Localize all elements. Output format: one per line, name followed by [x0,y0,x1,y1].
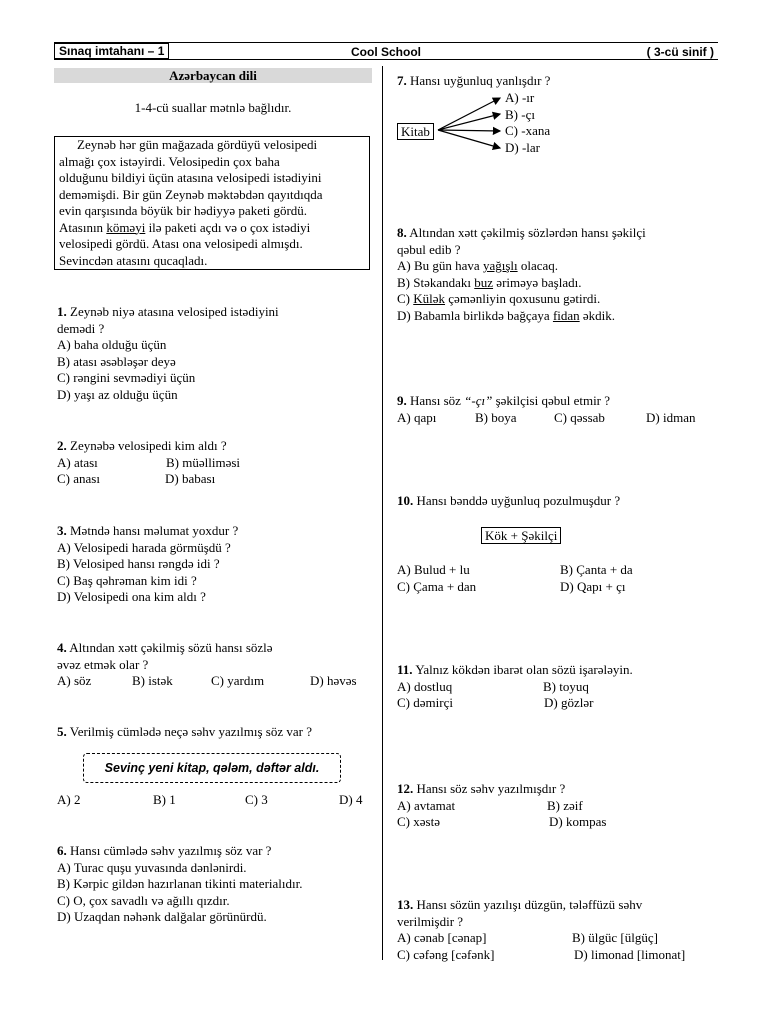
pattern-box: Kök + Şəkilçi [481,527,561,545]
subject-title: Azərbaycan dili [54,68,372,83]
sample-sentence: Sevinç yeni kitap, qələm, dəftər aldı. [83,753,341,783]
answer-option[interactable]: C) xəstə [397,814,440,829]
answer-option[interactable]: D) Babamla birlikdə bağçaya fidan əkdik. [397,307,616,323]
question-10: 10. Hansı bənddə uyğunluq pozulmuşdur ? [397,493,621,508]
question-7-options [505,90,550,156]
answer-option[interactable]: A) dostluq [397,678,453,694]
answer-option[interactable]: D) həvəs [310,673,357,688]
question-11: 11. Yalnız kökdən ibarət olan sözü işarələyin. A) dostluq B) toyuq C) dəmirçi D) gözlər [397,662,633,710]
answer-option[interactable]: D) babası [165,471,216,486]
answer-option[interactable]: B) müəlliməsi [166,454,241,470]
page-header [54,42,718,60]
answer-option[interactable]: A) atası [57,454,98,470]
question-5-options [57,792,377,809]
question-3: 3. Mətndə hansı məlumat yoxdur ? A) Velosipedi harada görmüşdü ? B) Velosiped hansı rəngdə idi ? C) Baş qəhrəman kim idi ? D) Velosipedi ona kim aldı ? [57,523,377,606]
answer-option[interactable]: D) Qapı + çı [560,578,626,594]
answer-option[interactable]: C) O, çox savadlı və ağıllı qızdır. [57,892,230,908]
answer-option[interactable]: B) toyuq [543,678,589,694]
answer-option[interactable]: C) rəngini sevmədiyi üçün [57,370,196,385]
answer-option[interactable]: A) Bulud + lu [397,562,470,577]
exam-title: Sınaq imtahanı – 1 [54,43,169,59]
answer-option[interactable]: C) qəssab [554,409,605,425]
underlined-word: köməyi [106,219,146,235]
answer-option[interactable]: B) Stəkandakı buz əriməyə başladı. [397,274,582,290]
passage-line: Zeynəb hər gün mağazada gördüyü velosipedi [77,137,318,152]
answer-option[interactable]: C) cəfəng [cəfənk] [397,946,495,962]
passage-line: olduğunu bildiyi üçün atasına velosipedi istədiyini [59,170,322,185]
answer-option[interactable]: B) 1 [153,792,176,807]
question-5: 5. Verilmiş cümlədə neçə səhv yazılmış söz var ? [57,724,312,739]
answer-option[interactable]: B) zəif [547,797,583,813]
question-6: 6. Hansı cümlədə səhv yazılmış söz var ? A) Turac quşu yuvasında dənlənirdi. B) Kərpic gildən hazırlanan tikinti materialıdır. C) O, çox savadlı və ağıllı qızdır. D) Uzaqdan nəhənk dalğalar görünürdü. [57,843,379,926]
answer-option[interactable]: D) Velosipedi ona kim aldı ? [57,589,206,604]
answer-option[interactable]: D) -lar [505,139,541,155]
answer-option[interactable]: A) 2 [57,792,81,807]
answer-option[interactable]: C) dəmirçi [397,695,453,710]
answer-option[interactable]: B) Çanta + da [560,562,633,577]
answer-option[interactable]: A) söz [57,673,92,688]
passage-line: Atasının köməyi ilə paketi açdı və o çox istədiyi [59,219,311,235]
answer-option[interactable]: D) gözlər [544,695,594,710]
passage-line: almağı çox istəyirdi. Velosipedin çox baha [59,153,280,169]
answer-option[interactable]: B) Kərpic gildən hazırlanan tikinti materialıdır. [57,876,303,891]
answer-option[interactable]: A) cənab [cənap] [397,930,487,945]
answer-option[interactable]: B) -çı [505,106,535,122]
instruction-note: 1-4-cü suallar mətnlə bağlıdır. [134,100,292,115]
answer-option[interactable]: A) Bu gün hava yağışlı olacaq. [397,258,559,273]
passage-line: Sevincdən atasını qucaqladı. [59,252,208,268]
passage-line: deməmişdi. Bir gün Zeynəb məktəbdən qayıtdıqda [59,186,323,202]
answer-option[interactable]: C) Külək çəmənliyin qoxusunu gətirdi. [397,291,601,306]
question-10-options [397,562,717,595]
question-4: 4. Altından xətt çəkilmiş sözü hansı sözlə əvəz etmək olar ? A) söz B) istək C) yardım D) həvəs [57,640,357,688]
question-8: 8. Altından xətt çəkilmiş sözlərdən hansı şəkilçi qəbul edib ? A) Bu gün hava yağışlı olacaq. B) Stəkandakı buz əriməyə başladı. C) Külək çəmənliyin qoxusunu gətirdi. D) Babamla birlikdə bağçaya fidan əkdik. [397,225,717,324]
answer-option[interactable]: C) yardım [211,673,265,688]
answer-option[interactable]: A) Velosipedi harada görmüşdü ? [57,539,231,555]
arrows-diagram [436,90,506,160]
answer-option[interactable]: B) istək [132,673,173,688]
question-7: 7. Hansı uyğunluq yanlışdır ? [397,73,551,88]
answer-option[interactable]: A) Turac quşu yuvasında dənlənirdi. [57,859,247,875]
answer-option[interactable]: D) yaşı az olduğu üçün [57,386,178,402]
answer-option[interactable]: B) boya [475,409,517,425]
answer-option[interactable]: C) Baş qəhrəman kim idi ? [57,572,197,588]
passage-line: evin qarşısında böyük bir hədiyyə paketi gördü. [59,203,308,218]
question-2: 2. Zeynəbə velosipedi kim aldı ? A) atası B) müəlliməsi C) anası D) babası [57,438,241,486]
answer-option[interactable]: C) anası [57,471,100,486]
answer-option[interactable]: C) -xana [505,123,551,138]
answer-option[interactable]: D) limonad [limonat] [574,946,686,962]
answer-option[interactable]: C) 3 [245,792,268,807]
answer-option[interactable]: D) idman [646,409,696,425]
answer-option[interactable]: D) kompas [549,814,607,829]
reading-passage [54,136,370,270]
question-1: 1. Zeynəb niyə atasına velosiped istədiyini demədi ? A) baha olduğu üçün B) atası əsəbləşər deyə C) rəngini sevmədiyi üçün D) yaşı az olduğu üçün [57,304,377,403]
answer-option[interactable]: A) baha olduğu üçün [57,337,167,352]
question-9: 9. Hansı söz “-çı” şəkilçisi qəbul etmir ? A) qapı B) boya C) qəssab D) idman [397,393,696,425]
answer-option[interactable]: D) Uzaqdan nəhənk dalğalar görünürdü. [57,909,267,924]
column-divider [382,66,383,960]
question-12: 12. Hansı söz səhv yazılmışdır ? A) avtamat B) zəif C) xəstə D) kompas [397,781,607,829]
question-13: 13. Hansı sözün yazılışı düzgün, tələffüzü səhv verilmişdir ? A) cənab [cənap] B) ülgüc [ülgüç] C) cəfəng [cəfənk] D) limonad [limonat] [397,897,686,962]
answer-option[interactable]: B) Velosiped hansı rəngdə idi ? [57,556,220,571]
answer-option[interactable]: B) ülgüc [ülgüç] [572,930,658,945]
root-word-box: Kitab [397,123,434,141]
school-name: Cool School [351,45,421,59]
passage-line: velosipedi gördü. Atası ona velosipedi almışdı. [59,236,303,251]
answer-option[interactable]: A) qapı [397,409,437,425]
grade-label: ( 3-cü sinif ) [646,45,714,59]
answer-option[interactable]: D) 4 [339,792,363,807]
answer-option[interactable]: C) Çama + dan [397,578,477,594]
answer-option[interactable]: A) -ır [505,90,535,105]
answer-option[interactable]: B) atası əsəbləşər deyə [57,353,176,369]
answer-option[interactable]: A) avtamat [397,797,456,813]
